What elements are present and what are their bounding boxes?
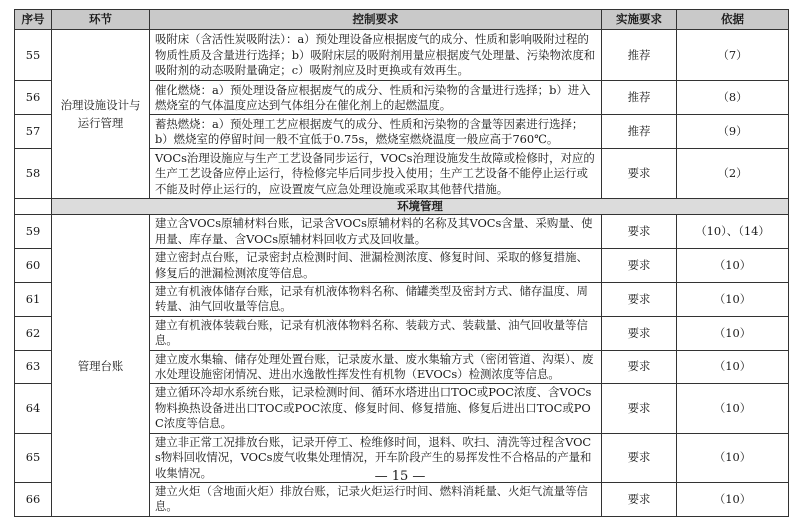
header-basis: 依据 <box>677 10 789 30</box>
group-label: 管理台账 <box>52 215 150 516</box>
row-requirement: 建立火炬（含地面火炬）排放台账，记录火炬运行时间、燃料消耗量、火炬气流量等信息。 <box>150 482 602 516</box>
row-level: 要求 <box>602 482 677 516</box>
row-no: 60 <box>15 249 52 283</box>
row-level: 要求 <box>602 384 677 433</box>
row-requirement: 建立含VOCs原辅材料台账，记录含VOCs原辅材料的名称及其VOCs含量、采购量、使用量、库存量、含VOCs原辅材料回收方式及回收量。 <box>150 215 602 249</box>
row-requirement: 建立非正常工况排放台账，记录开停工、检维修时间，退料、吹扫、清洗等过程含VOCs物料回收情况，VOCs废气收集处理情况，开车阶段产生的易挥发性不合格品的产量和收集情况。 <box>150 433 602 482</box>
row-level: 要求 <box>602 433 677 482</box>
header-stage: 环节 <box>52 10 150 30</box>
row-basis: （8） <box>677 81 789 115</box>
group-label: 治理设施设计与运行管理 <box>52 30 150 199</box>
section-title: 环境管理 <box>52 199 789 215</box>
row-basis: （10） <box>677 482 789 516</box>
row-basis: （10） <box>677 433 789 482</box>
row-requirement: VOCs治理设施应与生产工艺设备同步运行，VOCs治理设施发生故障或检修时，对应的生产工艺设备应停止运行，待检修完毕后同步投入使用；生产工艺设备不能停止运行或不能及时停止运行的，应设置废气应急处理设施或采取其他替代措施。 <box>150 149 602 199</box>
row-basis: （10） <box>677 316 789 350</box>
row-requirement: 蓄热燃烧：a）预处理工艺应根据废气的成分、性质和污染物的含量等因素进行选择；b）燃烧室的停留时间一般不宜低于0.75s，燃烧室燃烧温度一般应高于760℃。 <box>150 115 602 149</box>
row-no: 62 <box>15 316 52 350</box>
row-level: 推荐 <box>602 30 677 81</box>
row-level: 要求 <box>602 316 677 350</box>
row-level: 推荐 <box>602 81 677 115</box>
row-level: 要求 <box>602 350 677 384</box>
row-requirement: 建立有机液体储存台账，记录有机液体物料名称、储罐类型及密封方式、储存温度、周转量、油气回收量等信息。 <box>150 283 602 317</box>
row-no: 63 <box>15 350 52 384</box>
row-no: 64 <box>15 384 52 433</box>
row-no: 55 <box>15 30 52 81</box>
header-level: 实施要求 <box>602 10 677 30</box>
row-level: 推荐 <box>602 115 677 149</box>
section-row <box>15 199 789 215</box>
row-basis: （10） <box>677 249 789 283</box>
row-requirement: 建立循环冷却水系统台账，记录检测时间、循环水塔进出口TOC或POC浓度、含VOCs物料换热设备进出口TOC或POC浓度、修复时间、修复措施、修复后进出口TOC或POC浓度等信息。 <box>150 384 602 433</box>
row-requirement: 催化燃烧：a）预处理设备应根据废气的成分、性质和污染物的含量进行选择；b）进入燃烧室的气体温度应达到气体组分在催化剂上的起燃温度。 <box>150 81 602 115</box>
page-number: — 15 — <box>374 469 426 484</box>
row-no: 61 <box>15 283 52 317</box>
row-basis: （10） <box>677 384 789 433</box>
row-level: 要求 <box>602 283 677 317</box>
row-basis: （10） <box>677 283 789 317</box>
table-row <box>15 30 789 81</box>
table-header-row <box>15 10 789 30</box>
row-requirement: 建立废水集输、储存处理处置台账，记录废水量、废水集输方式（密闭管道、沟渠）、废水处理设施密闭情况、进出水逸散性挥发性有机物（EVOCs）检测浓度等信息。 <box>150 350 602 384</box>
row-requirement: 建立密封点台账，记录密封点检测时间、泄漏检测浓度、修复时间、采取的修复措施、修复后的泄漏检测浓度等信息。 <box>150 249 602 283</box>
row-basis: （9） <box>677 115 789 149</box>
row-level: 要求 <box>602 149 677 199</box>
row-requirement: 建立有机液体装载台账，记录有机液体物料名称、装载方式、装载量、油气回收量等信息。 <box>150 316 602 350</box>
row-level: 要求 <box>602 215 677 249</box>
row-no: 57 <box>15 115 52 149</box>
row-no: 59 <box>15 215 52 249</box>
row-no: 56 <box>15 81 52 115</box>
row-no: 65 <box>15 433 52 482</box>
row-no: 58 <box>15 149 52 199</box>
row-basis: （10） <box>677 350 789 384</box>
row-basis: （10）、（14） <box>677 215 789 249</box>
table-row <box>15 215 789 249</box>
row-basis: （2） <box>677 149 789 199</box>
row-level: 要求 <box>602 249 677 283</box>
row-basis: （7） <box>677 30 789 81</box>
header-no: 序号 <box>15 10 52 30</box>
row-requirement: 吸附床（含活性炭吸附法）：a）预处理设备应根据废气的成分、性质和影响吸附过程的物质性质及含量进行选择；b）吸附床层的吸附剂用量应根据废气处理量、污染物浓度和吸附剂的动态吸附量确定；c）吸附剂应及时更换或有效再生。 <box>150 30 602 81</box>
header-requirement: 控制要求 <box>150 10 602 30</box>
row-no: 66 <box>15 482 52 516</box>
control-requirements-table <box>14 9 789 517</box>
